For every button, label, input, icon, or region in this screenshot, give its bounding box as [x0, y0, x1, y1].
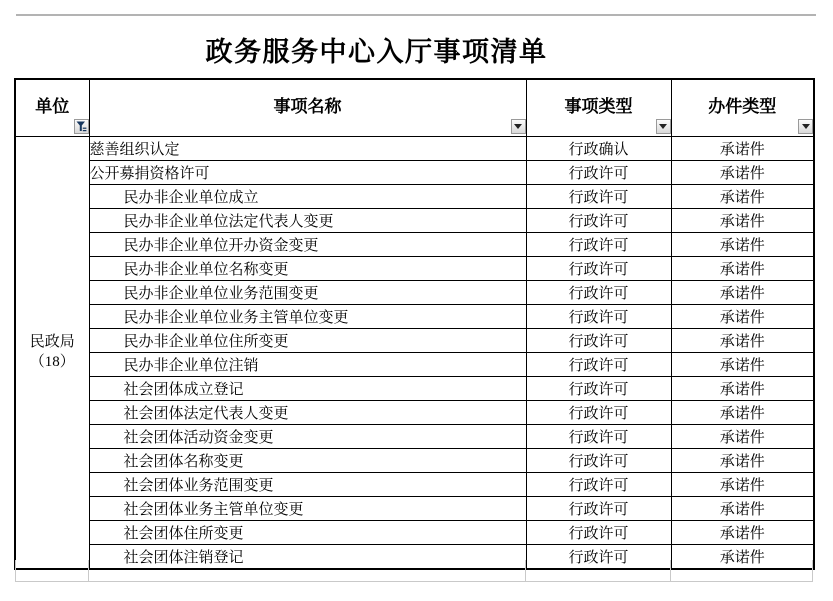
table-row: [15, 401, 814, 425]
mode-type-cell[interactable]: 承诺件: [671, 209, 814, 233]
mode-type-cell[interactable]: 承诺件: [671, 257, 814, 281]
item-name-cell[interactable]: 社会团体名称变更: [89, 449, 526, 473]
header-label-unit: 单位: [35, 96, 70, 116]
header-label-item-type: 事项类型: [564, 96, 633, 116]
item-name-cell[interactable]: 民办非企业单位业务范围变更: [89, 281, 526, 305]
filter-dropdown-item-type[interactable]: [656, 119, 671, 134]
funnel-equals-icon: [76, 121, 87, 132]
mode-type-cell[interactable]: 承诺件: [671, 425, 814, 449]
chevron-down-icon: [659, 124, 667, 129]
table-row: [15, 449, 814, 473]
empty-cell[interactable]: [526, 560, 671, 581]
item-type-cell[interactable]: 行政许可: [526, 281, 671, 305]
item-type-cell[interactable]: 行政许可: [526, 353, 671, 377]
item-type-cell[interactable]: 行政许可: [526, 545, 671, 569]
page-title: 政务服务中心入厅事项清单: [205, 37, 548, 67]
table-row: [15, 521, 814, 545]
item-type-cell[interactable]: 行政许可: [526, 209, 671, 233]
item-name-cell[interactable]: 社会团体成立登记: [89, 377, 526, 401]
item-name-cell[interactable]: 民办非企业单位名称变更: [89, 257, 526, 281]
table-row: [15, 305, 814, 329]
item-name-cell[interactable]: 民办非企业单位住所变更: [89, 329, 526, 353]
table-header: [15, 79, 814, 137]
header-row: [15, 79, 814, 137]
table-row: [15, 425, 814, 449]
filter-dropdown-item-name[interactable]: [511, 119, 526, 134]
header-cell-item-name[interactable]: [89, 79, 526, 137]
items-table: [14, 78, 815, 570]
table-row: [15, 209, 814, 233]
item-type-cell[interactable]: 行政许可: [526, 425, 671, 449]
item-type-cell[interactable]: 行政许可: [526, 233, 671, 257]
empty-cell[interactable]: [671, 560, 812, 581]
mode-type-cell[interactable]: 承诺件: [671, 281, 814, 305]
empty-grid-row: [15, 560, 813, 582]
header-label-mode-type: 办件类型: [708, 96, 777, 116]
mode-type-cell[interactable]: 承诺件: [671, 473, 814, 497]
item-name-cell[interactable]: 慈善组织认定: [89, 137, 526, 161]
table-row: [15, 497, 814, 521]
table-row: [15, 161, 814, 185]
item-name-cell[interactable]: 社会团体业务范围变更: [89, 473, 526, 497]
item-name-cell[interactable]: 社会团体住所变更: [89, 521, 526, 545]
filter-dropdown-mode-type[interactable]: [798, 119, 813, 134]
mode-type-cell[interactable]: 承诺件: [671, 305, 814, 329]
mode-type-cell[interactable]: 承诺件: [671, 401, 814, 425]
filter-button-unit[interactable]: [74, 119, 89, 134]
mode-type-cell[interactable]: 承诺件: [671, 185, 814, 209]
mode-type-cell[interactable]: 承诺件: [671, 377, 814, 401]
item-type-cell[interactable]: 行政许可: [526, 377, 671, 401]
item-name-cell[interactable]: 公开募捐资格许可: [89, 161, 526, 185]
item-type-cell[interactable]: 行政许可: [526, 185, 671, 209]
header-cell-unit[interactable]: [15, 79, 89, 137]
item-type-cell[interactable]: 行政许可: [526, 305, 671, 329]
item-name-cell[interactable]: 民办非企业单位法定代表人变更: [89, 209, 526, 233]
header-cell-mode-type[interactable]: [671, 79, 814, 137]
item-type-cell[interactable]: 行政许可: [526, 257, 671, 281]
item-name-cell[interactable]: 民办非企业单位成立: [89, 185, 526, 209]
item-name-cell[interactable]: 民办非企业单位注销: [89, 353, 526, 377]
mode-type-cell[interactable]: 承诺件: [671, 137, 814, 161]
mode-type-cell[interactable]: 承诺件: [671, 233, 814, 257]
chevron-down-icon: [514, 124, 522, 129]
item-name-cell[interactable]: 社会团体注销登记: [89, 545, 526, 569]
table-row: [15, 473, 814, 497]
page-break-line: [16, 14, 816, 16]
item-type-cell[interactable]: 行政许可: [526, 449, 671, 473]
table-row: [15, 281, 814, 305]
item-type-cell[interactable]: 行政许可: [526, 401, 671, 425]
item-type-cell[interactable]: 行政许可: [526, 329, 671, 353]
empty-cell[interactable]: [16, 560, 89, 581]
mode-type-cell[interactable]: 承诺件: [671, 521, 814, 545]
item-type-cell[interactable]: 行政确认: [526, 137, 671, 161]
item-name-cell[interactable]: 民办非企业单位开办资金变更: [89, 233, 526, 257]
chevron-down-icon: [802, 124, 810, 129]
item-name-cell[interactable]: 社会团体法定代表人变更: [89, 401, 526, 425]
item-name-cell[interactable]: 社会团体活动资金变更: [89, 425, 526, 449]
table-row: [15, 329, 814, 353]
item-type-cell[interactable]: 行政许可: [526, 161, 671, 185]
item-type-cell[interactable]: 行政许可: [526, 521, 671, 545]
table-body: [15, 137, 814, 569]
header-label-item-name: 事项名称: [273, 96, 342, 116]
mode-type-cell[interactable]: 承诺件: [671, 545, 814, 569]
table-row: [15, 185, 814, 209]
item-type-cell[interactable]: 行政许可: [526, 473, 671, 497]
table-row: [15, 353, 814, 377]
table-row: [15, 377, 814, 401]
item-type-cell[interactable]: 行政许可: [526, 497, 671, 521]
table-row: [15, 233, 814, 257]
mode-type-cell[interactable]: 承诺件: [671, 329, 814, 353]
unit-group-cell[interactable]: [15, 137, 89, 569]
empty-cell[interactable]: [89, 560, 526, 581]
mode-type-cell[interactable]: 承诺件: [671, 161, 814, 185]
header-cell-item-type[interactable]: [526, 79, 671, 137]
unit-group-name: 民政局: [29, 334, 75, 351]
mode-type-cell[interactable]: 承诺件: [671, 353, 814, 377]
table-row: [15, 257, 814, 281]
table-row: [15, 137, 814, 161]
item-name-cell[interactable]: 社会团体业务主管单位变更: [89, 497, 526, 521]
unit-group-count: （18）: [29, 354, 75, 371]
item-name-cell[interactable]: 民办非企业单位业务主管单位变更: [89, 305, 526, 329]
mode-type-cell[interactable]: 承诺件: [671, 497, 814, 521]
mode-type-cell[interactable]: 承诺件: [671, 449, 814, 473]
